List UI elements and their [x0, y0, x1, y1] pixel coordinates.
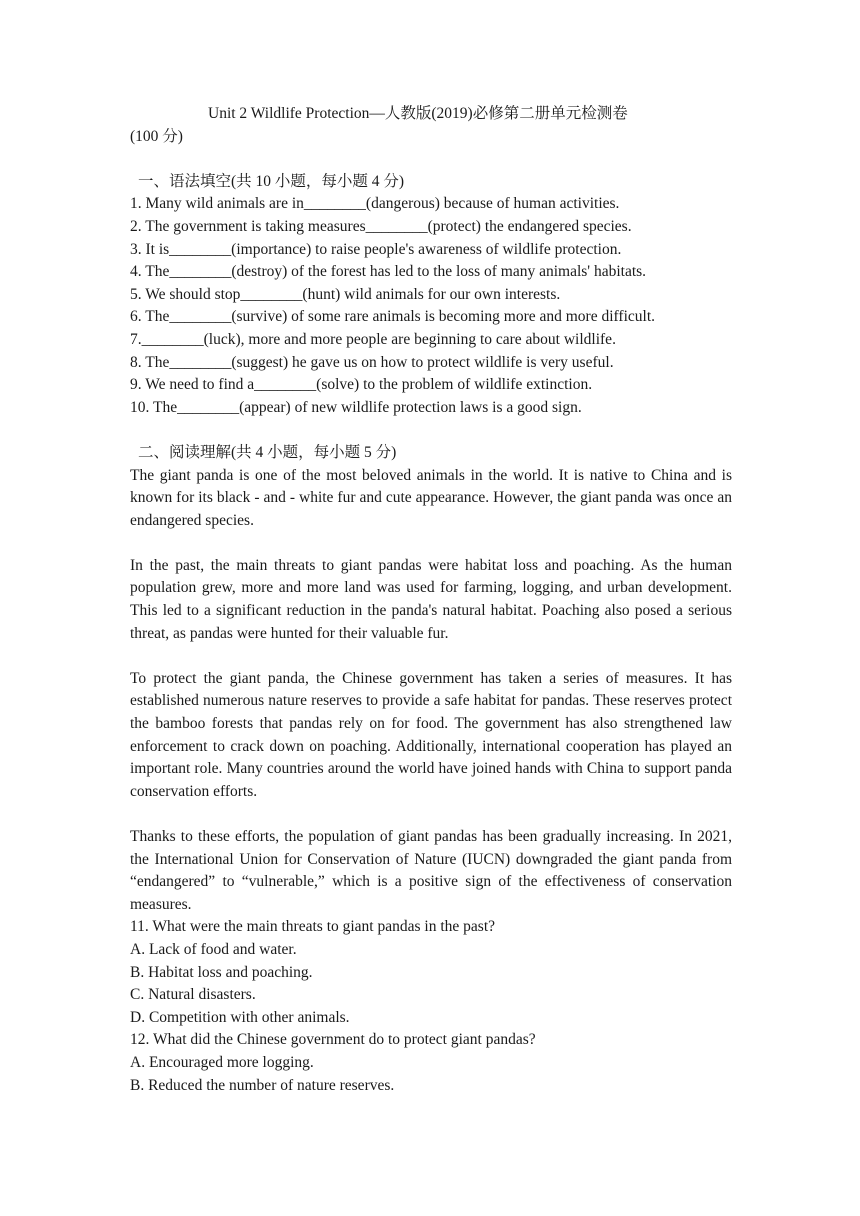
grammar-question: 2. The government is taking measures________(protect) the endangered species. — [130, 217, 632, 235]
section-heading-grammar: 一、语法填空(共 10 小题，每小题 4 分) — [138, 172, 405, 190]
grammar-question: 7.________(luck), more and more people are beginning to care about wildlife. — [130, 330, 616, 348]
reading-paragraph-3: To protect the giant panda, the Chinese government has taken a series of measures. It has established numerous nature reserves to provide a safe habitat for pandas. These reserves protect the bamboo forests that pandas rely on for food. The government has also strengthened law enforcement to crack down on poaching. Additionally, international cooperation has played an important role. Many countries around the world have joined hands with China to support panda conservation efforts. — [130, 669, 732, 800]
answer-option: A. Encouraged more logging. — [130, 1053, 314, 1071]
total-score: (100 分) — [130, 127, 183, 145]
spacer — [130, 645, 732, 668]
answer-option: B. Habitat loss and poaching. — [130, 963, 313, 981]
grammar-question: 10. The________(appear) of new wildlife protection laws is a good sign. — [130, 398, 582, 416]
question-11-stem: 11. What were the main threats to giant pandas in the past? — [130, 918, 495, 936]
answer-option: D. Competition with other animals. — [130, 1008, 350, 1026]
grammar-question: 4. The________(destroy) of the forest has led to the loss of many animals' habitats. — [130, 263, 647, 281]
answer-option: B. Reduced the number of nature reserves. — [130, 1076, 395, 1094]
grammar-question-list — [130, 193, 732, 419]
grammar-question: 9. We need to find a________(solve) to the problem of wildlife extinction. — [130, 376, 593, 394]
reading-paragraph-2: In the past, the main threats to giant pandas were habitat loss and poaching. As the human population grew, more and more land was used for farming, logging, and urban development. This led to a significant reduction in the panda's natural habitat. Poaching also posed a serious threat, as pandas were hunted for their valuable fur. — [130, 556, 732, 642]
grammar-question: 5. We should stop________(hunt) wild animals for our own interests. — [130, 285, 561, 303]
spacer — [130, 148, 732, 171]
question-12-options — [130, 1052, 732, 1097]
exam-page — [130, 103, 732, 1097]
grammar-question: 8. The________(suggest) he gave us on how to protect wildlife is very useful. — [130, 353, 614, 371]
page-title: Unit 2 Wildlife Protection—人教版(2019)必修第二册单元检测卷 — [208, 105, 628, 122]
spacer — [130, 532, 732, 555]
answer-option: A. Lack of food and water. — [130, 940, 297, 958]
spacer — [130, 803, 732, 826]
grammar-question: 6. The________(survive) of some rare animals is becoming more and more difficult. — [130, 308, 656, 326]
question-11-options — [130, 939, 732, 1029]
question-12-stem: 12. What did the Chinese government do to protect giant pandas? — [130, 1031, 536, 1049]
reading-paragraph-1: The giant panda is one of the most beloved animals in the world. It is native to China and is known for its black - and - white fur and cute appearance. However, the giant panda was once an endangered species. — [130, 466, 732, 529]
reading-paragraph-4: Thanks to these efforts, the population of giant pandas has been gradually increasing. In 2021, the International Union for Conservation of Nature (IUCN) downgraded the giant panda from “endangered” to “vulnerable,” which is a positive sign of the effectiveness of conservation measures. — [130, 828, 732, 913]
grammar-question: 1. Many wild animals are in________(dangerous) because of human activities. — [130, 195, 620, 213]
grammar-question: 3. It is________(importance) to raise people's awareness of wildlife protection. — [130, 240, 622, 258]
answer-option: C. Natural disasters. — [130, 986, 256, 1004]
spacer — [130, 419, 732, 442]
section-heading-reading: 二、阅读理解(共 4 小题，每小题 5 分) — [138, 443, 397, 461]
